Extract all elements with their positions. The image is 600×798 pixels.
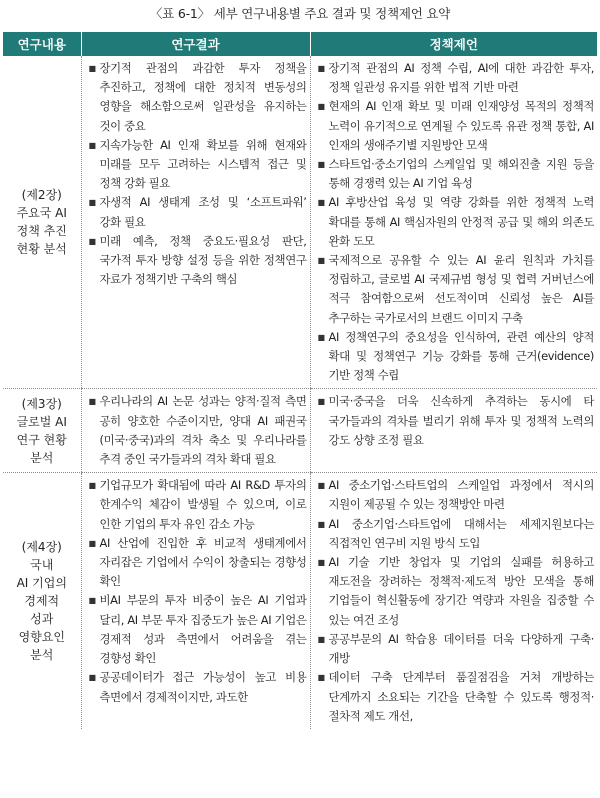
- square-bullet-icon: ■: [317, 160, 325, 170]
- list-item: ■ AI 후방산업 육성 및 역량 강화를 위한 정책적 노력 확대를 통해 AI 핵심자원의 안정적 공급 및 해외 의존도 완화 도모: [317, 195, 594, 248]
- topic-line: 정책 추진: [16, 224, 67, 239]
- square-bullet-icon: ■: [317, 256, 325, 266]
- square-bullet-icon: ■: [317, 198, 325, 208]
- topic-line: 국내: [30, 558, 54, 573]
- square-bullet-icon: ■: [88, 397, 96, 407]
- list-item: ■ 스타트업·중소기업의 스케일업 및 해외진출 지원 등을 통해 경쟁력 있는 AI 기업 육성: [317, 157, 594, 191]
- topic-line: (제2장): [21, 188, 62, 203]
- policies-cell: [310, 56, 597, 389]
- square-bullet-icon: ■: [88, 198, 96, 208]
- results-cell: [81, 56, 310, 389]
- topic-line: 분석: [30, 450, 54, 465]
- list-item: ■ 미래 예측, 정책 중요도·필요성 판단, 국가적 투자 방향 설정 등을 위한 정책연구 자료가 정책기반 구축의 핵심: [88, 233, 307, 287]
- topic-cell: [3, 473, 81, 729]
- list-item: ■ AI 정책연구의 중요성을 인식하여, 관련 예산의 양적 확대 및 정책연구 기능 강화를 통해 근거(evidence)기반 정책 수립: [317, 329, 594, 383]
- header-row: [3, 32, 597, 56]
- table-row-chapter-2: [3, 56, 597, 389]
- list-item: ■ 공공데이터가 접근 가능성이 높고 비용 측면에서 경제적이지만, 과도한: [88, 670, 307, 704]
- topic-line: (제4장): [21, 540, 62, 555]
- topic-cell: [3, 389, 81, 473]
- policies-cell: [310, 473, 597, 729]
- topic-line: 현황 분석: [16, 242, 67, 257]
- topic-line: 주요국 AI: [16, 206, 67, 221]
- square-bullet-icon: ■: [317, 64, 325, 73]
- results-list: [86, 392, 307, 469]
- header-topic: 연구내용: [3, 32, 81, 56]
- policies-list: [315, 476, 595, 726]
- list-item: ■ 미국·중국을 더욱 신속하게 추격하는 동시에 타 국가들과의 격차를 벌리기 위해 투자 및 정책적 노력의 강도 상향 조정 필요: [317, 394, 594, 447]
- topic-line: AI 기업의: [16, 576, 67, 591]
- square-bullet-icon: ■: [317, 481, 325, 491]
- square-bullet-icon: ■: [317, 634, 325, 644]
- list-item: ■ 공공부문의 AI 학습용 데이터를 더욱 다양하게 구축·개방: [317, 631, 594, 666]
- results-list: [86, 59, 307, 289]
- topic-line: 경제적: [24, 594, 60, 609]
- list-item: ■ 현재의 AI 인재 확보 및 미래 인재양성 목적의 정책적 노력이 유기적으로 연계될 수 있도록 유관 정책 통합, AI 인재의 생애주기별 지원방안 모색: [317, 99, 594, 152]
- square-bullet-icon: ■: [88, 673, 96, 683]
- list-item: ■ AI 중소기업·스타트업에 대해서는 세제지원보다는 직접적인 연구비 지원 방식 도입: [317, 516, 594, 550]
- topic-cell: [3, 56, 81, 389]
- list-item: ■ 국제적으로 공유할 수 있는 AI 윤리 원칙과 가치를 정립하고, 글로벌 AI 국제규범 형성 및 협력 거버넌스에 적극 참여함으로써 선도적이며 신뢰성 높은 AI를 추구하는 국가로서의 브랜드 이미지 구축: [317, 253, 594, 325]
- square-bullet-icon: ■: [88, 236, 96, 246]
- policies-cell: [310, 389, 597, 473]
- list-item: ■ 장기적 관점의 과감한 투자 정책을 추진하고, 정책에 대한 정치적 변동성의 영향을 해소함으로써 일관성을 유지하는 것이 중요: [88, 61, 307, 133]
- header-policies: 정책제언: [310, 32, 597, 56]
- topic-line: 영향요인: [18, 630, 65, 645]
- list-item: ■ 데이터 구축 단계부터 품질점검을 거쳐 개방하는 단계까지 소요되는 기간을 단축할 수 있도록 행정적·절차적 제도 개선,: [317, 670, 594, 723]
- table-caption: 〈표 6-1〉 세부 연구내용별 주요 결과 및 정책제언 요약: [149, 6, 451, 21]
- square-bullet-icon: ■: [317, 673, 325, 683]
- results-list: [86, 476, 307, 706]
- list-item: ■ 장기적 관점의 AI 정책 수립, AI에 대한 과감한 투자, 정책 일관성 유지를 위한 법적 기반 마련: [317, 61, 594, 95]
- list-item: ■ AI 기술 기반 창업자 및 기업의 실패를 허용하고 재도전을 장려하는 정책적·제도적 방안 모색을 통해 기업들이 혁신활동에 장기간 역량과 자원을 집중할 수 있는 여건 조성: [317, 555, 594, 627]
- topic-line: 연구 현황: [16, 432, 67, 447]
- square-bullet-icon: ■: [88, 596, 96, 606]
- square-bullet-icon: ■: [88, 64, 96, 73]
- results-cell: [81, 473, 310, 729]
- topic-line: (제3장): [21, 396, 62, 411]
- summary-table: [3, 32, 597, 729]
- policies-list: [315, 59, 595, 385]
- topic-line: 글로벌 AI: [16, 414, 67, 429]
- list-item: ■ 기업규모가 확대됨에 따라 AI R&D 투자의 한계수익 체감이 발생될 수 있으며, 이로 인한 기업의 투자 유인 감소 가능: [88, 478, 307, 531]
- square-bullet-icon: ■: [88, 481, 96, 491]
- table-row-chapter-4: [3, 473, 597, 729]
- table-row-chapter-3: [3, 389, 597, 473]
- square-bullet-icon: ■: [88, 140, 96, 150]
- square-bullet-icon: ■: [317, 519, 325, 529]
- square-bullet-icon: ■: [317, 102, 325, 112]
- topic-line: 분석: [30, 648, 54, 663]
- list-item: ■ 비AI 부문의 투자 비중이 높은 AI 기업과 달리, AI 부문 투자 집중도가 높은 AI 기업은 경제적 성과 측면에서 어려움을 겪는 경향성 확인: [88, 593, 307, 666]
- square-bullet-icon: ■: [317, 332, 325, 342]
- list-item: ■ AI 산업에 진입한 후 비교적 생태계에서 자리잡은 기업에서 수익이 창출되는 경향성 확인: [88, 535, 307, 589]
- list-item: ■ 자생적 AI 생태계 조성 및 ‘소프트파워’ 강화 필요: [88, 195, 307, 229]
- header-results: 연구결과: [81, 32, 310, 56]
- square-bullet-icon: ■: [88, 538, 96, 548]
- list-item: ■ 지속가능한 AI 인재 확보를 위해 현재와 미래를 모두 고려하는 시스템적 접근 및 정책 강화 필요: [88, 137, 307, 191]
- list-item: ■ AI 중소기업·스타트업의 스케일업 과정에서 적시의 지원이 제공될 수 있는 정책방안 마련: [317, 478, 594, 512]
- policies-list: [315, 392, 595, 450]
- list-item: ■ 우리나라의 AI 논문 성과는 양적·질적 측면 공히 양호한 수준이지만, 양대 AI 패권국(미국·중국)과의 격차 축소 및 우리나라를 추격 중인 국가들과의 격차 확대 필요: [88, 394, 307, 467]
- results-cell: [81, 389, 310, 473]
- topic-line: 성과: [30, 612, 54, 627]
- square-bullet-icon: ■: [317, 558, 325, 568]
- square-bullet-icon: ■: [317, 397, 325, 407]
